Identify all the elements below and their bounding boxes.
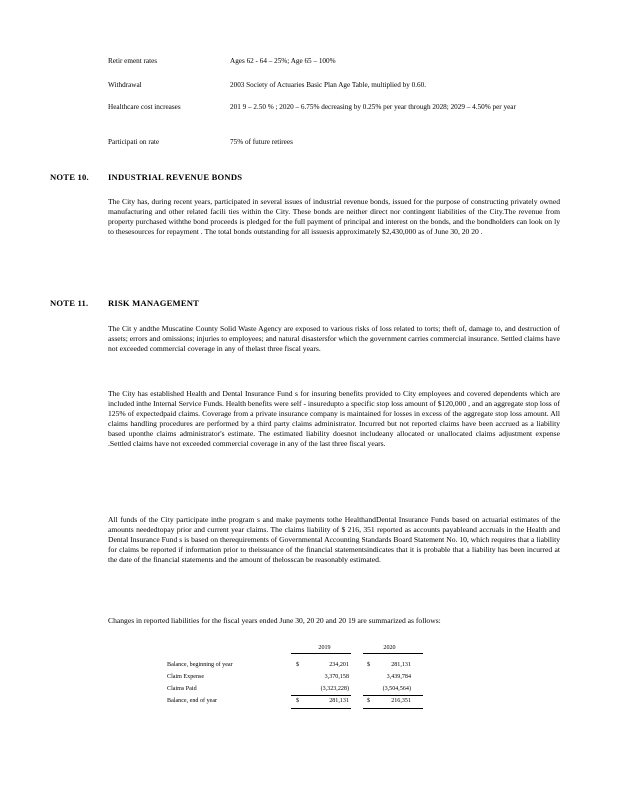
currency-symbol: $ [296,662,300,668]
value-2019: (3,323,228) [320,686,349,692]
currency-symbol: $ [296,698,300,704]
note-11-paragraph-2: The City has established Health and Dental Insurance Fund s for insuring benefits provided to City employees and covered dependents which are included inthe Internal Service Funds. Health benefits were self - insuredupto a specific stop loss amount of $120,000 , and an aggregate stop loss of 125% of expectedpaid claims. Coverage from a private insurance company is maintained for losses in excess of the aggregate stop loss amount. All claims handling procedures are performed by a third party claims administrator. Incurred but not reported claims have been accrued as a liability based uponthe claims administrator's estimate. The estimated liability doesnot includeany allocated or unallocated claims adjustment expense .Settled claims have not exceeded commercial coverage in any of the last three fiscal years. [108,389,560,449]
assumption-label: Retir ement rates [108,57,158,65]
value-2020: 216,351 [391,698,411,704]
currency-symbol: $ [367,698,371,704]
note-number: NOTE 11. [50,298,89,308]
subtotal-rule [363,695,423,696]
row-label: Claims Paid [167,686,197,692]
note-11-paragraph-3: All funds of the City participate inthe program s and make payments tothe HealthandDental Insurance Funds based on actuarial estimates of the amounts neededtopay prior and current year claims. The claims liability of $ 216, 351 reported as accounts payableand accruals in the Health and Dental Insurance Fund s is based on therequirements of Governmental Accounting Standards Board Statement No. 10, which requires that a liability for claims be reported if information prior to theissuance of the financial statementsindicates that it is probable that a liability has been incurred at the date of the financial statements and the amount of thelosscan be reasonably estimated. [108,515,560,565]
note-title: RISK MANAGEMENT [108,298,200,308]
note-11-paragraph-4: Changes in reported liabilities for the fiscal years ended June 30, 20 20 and 20 19 are summarized as follows: [108,616,441,625]
total-double-rule [291,708,351,709]
assumption-value: 75% of future retirees [230,138,293,146]
note-number: NOTE 10. [50,172,89,182]
note-11-paragraph-1: The Cit y andthe Muscatine County Solid Waste Agency are exposed to various risks of loss related to torts; theft of, damage to, and destruction of assets; errors and omissions; injuries to employees; and natural disastersfor which the government carries commercial insurance. Settled claims have not exceeded commercial coverage in any of thelast three fiscal years. [108,324,560,354]
assumption-label: Healthcare cost increases [108,103,181,111]
note-title: INDUSTRIAL REVENUE BONDS [108,172,243,182]
value-2020: (3,504,564) [382,686,411,692]
assumption-value: 2003 Society of Actuaries Basic Plan Age Table, multiplied by 0.60. [230,81,426,89]
currency-symbol: $ [367,662,371,668]
column-header-2019: 2019 [318,645,331,651]
column-header-2020: 2020 [383,645,396,651]
total-double-rule [363,708,423,709]
value-2020: 3,439,784 [386,674,411,680]
assumption-value: 201 9 – 2.50 % ; 2020 – 6.75% decreasing by 0.25% per year through 2028; 2029 – 4.50% per year [230,103,516,111]
value-2019: 3,370,158 [324,674,349,680]
value-2020: 281,131 [391,662,411,668]
header-underline [291,653,351,654]
table-row [165,674,425,684]
row-label: Balance, end of year [167,698,218,704]
assumption-label: Withdrawal [108,81,142,89]
table-row [165,662,425,672]
row-label: Claim Expense [167,674,205,680]
header-underline [363,653,423,654]
subtotal-rule [291,695,351,696]
assumption-value: Ages 62 - 64 – 25%; Age 65 – 100% [230,57,336,65]
assumption-label: Participati on rate [108,138,160,146]
row-label: Balance, beginning of year [167,662,233,668]
value-2019: 281,131 [329,698,349,704]
note-10-paragraph: The City has, during recent years, participated in several issues of industrial revenue bonds, issued for the purpose of constructing privately owned manufacturing and other related facili ties within the City. These bonds are neither direct nor contingent liabilities of the City.The revenue from property purchased withthe bond proceeds is pledged for the full payment of principal and interest on the bonds, and the bondholders can look on ly to thesesources for repayment . The total bonds outstanding for all issuesis approximately $2,430,000 as of June 30, 20 20 . [108,197,560,237]
value-2019: 234,201 [329,662,349,668]
table-row [165,698,425,708]
